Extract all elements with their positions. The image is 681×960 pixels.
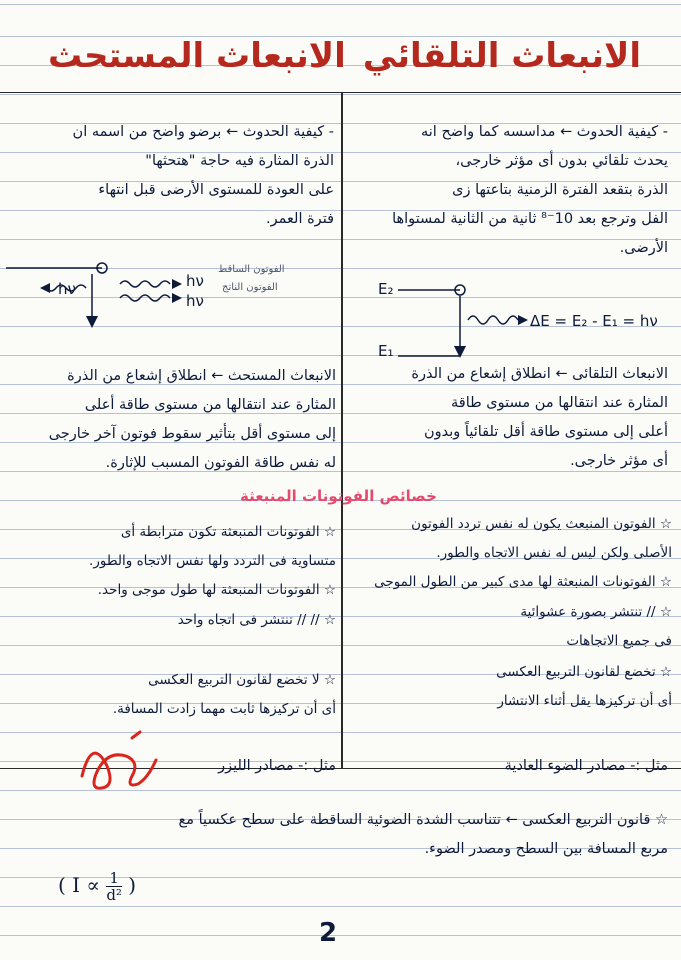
level-e2-label: E₂ [378,280,394,298]
signature-mark [72,726,162,806]
title-spontaneous-emission: الانبعاث التلقائي [362,36,641,76]
formula-rhs: ) [128,873,137,897]
formula-fraction [106,870,122,903]
photon-properties-heading: خصائص الفوتونات المنبعثة [240,487,437,505]
title-stimulated-emission: الانبعاث المستحث [48,36,346,76]
spontaneous-property-4: ☆ تخضع لقانون التربيع العكسى أى أن تركيزها يقل أثناء الانتشار [496,664,672,709]
incident-photon-symbol: hν [58,280,76,298]
level-e1-label: E₁ [378,342,394,360]
spontaneous-property-2: ☆ الفوتونات المنبعثة لها مدى كبير من الطول الموجى [374,574,672,590]
page-number: 2 [319,918,338,948]
stimulated-photon-symbol-1: hν [186,272,204,290]
spontaneous-mechanism: - كيفية الحدوث ← مداسسه كما واضح انه يحدث تلقائي بدون أى مؤثر خارجى، الذرة بتقعد الفترة الزمنية بتاعتها زى الفل وترجع بعد 10⁻⁸ ثانية من الثانية لمستواها الأرضى. [392,124,668,256]
stimulated-property-4: ☆ لا تخضع لقانون التربيع العكسى أى أن تركيزها ثابت مهما زادت المسافة. [112,672,336,717]
spontaneous-definition: الانبعاث التلقائى ← انطلاق إشعاع من الذرة المثارة عند انتقالها من مستوى طاقة أعلى إلى مستوى طاقة أقل تلقائياً وبدون أى مؤثر خارجى. [411,366,668,469]
stimulated-photon-symbol-2: hν [186,292,204,310]
spontaneous-property-3: ☆ // تنتشر بصورة عشوائية فى جميع الاتجاهات [520,604,672,649]
formula-numerator: 1 [106,870,122,887]
formula-denominator: d² [106,886,122,904]
spontaneous-example: مثل :- مصادر الضوء العادية [504,758,668,774]
emitted-photon-label: الفوتون الناتج [222,282,278,293]
stimulated-property-3: ☆ // // تنتشر فى اتجاه واحد [177,612,336,628]
stimulated-property-1: ☆ الفوتونات المنبعثة تكون مترابطة أى متساوية فى التردد ولها نفس الاتجاه والطور. [89,524,336,569]
formula-lhs: ( I ∝ [58,873,100,897]
stimulated-example: مثل :- مصادر الليزر [218,758,336,774]
incident-photon-label: الفوتون الساقط [218,264,285,275]
spontaneous-property-1: ☆ الفوتون المنبعث يكون له نفس تردد الفوتون الأصلى ولكن ليس له نفس الاتجاه والطور. [411,516,672,561]
inverse-square-formula [58,870,136,903]
stimulated-property-2: ☆ الفوتونات المنبعثة لها طول موجى واحد. [97,582,336,598]
header-divider [0,92,681,93]
inverse-square-law: ☆ قانون التربيع العكسى ← تتناسب الشدة الضوئية الساقطة على سطح عكسياً مع مربع المسافة بين السطح ومصدر الضوء. [178,812,668,857]
stimulated-mechanism: - كيفية الحدوث ← برضو واضح من اسمه ان الذرة المثارة فيه حاجة "هتحثها" على العودة للمستوى الأرضى قبل انتهاء فترة العمر. [72,124,334,227]
photon-energy-label: ΔE = E₂ - E₁ = hν [530,312,658,330]
stimulated-definition: الانبعاث المستحث ← انطلاق إشعاع من الذرة المثارة عند انتقالها من مستوى طاقة أعلى إلى مستوى أقل بتأثير سقوط فوتون آخر خارجى له نفس طاقة الفوتون المسبب للإثارة. [48,368,336,471]
column-divider [341,92,343,768]
stimulated-emission-diagram [6,252,341,332]
